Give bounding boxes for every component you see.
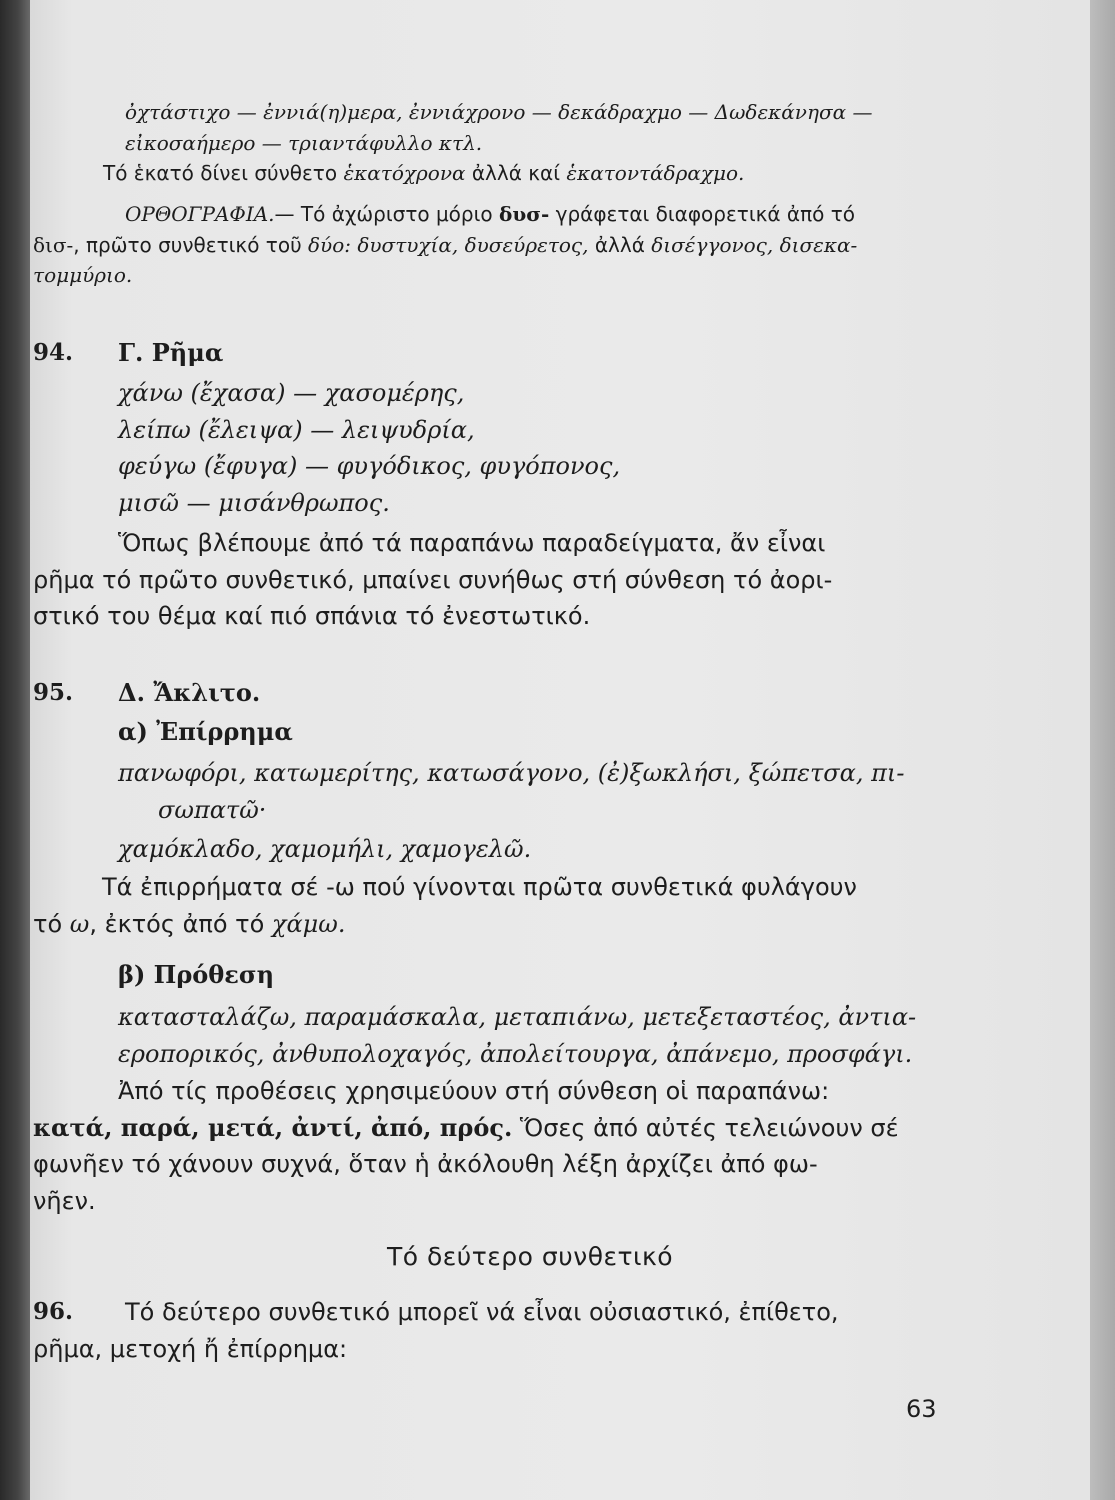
paragraph-line: Τά ἐπιρρήματα σέ -ω πού γίνονται πρῶτα συνθετικά φυλάγουν <box>102 873 857 901</box>
paragraph-line: στικό του θέμα καί πιό σπάνια τό ἐνεστωτικό. <box>33 602 591 630</box>
text: — Τό ἀχώριστο μόριο <box>274 202 499 226</box>
example-line: χαμόκλαδο, χαμομήλι, χαμογελῶ. <box>118 835 532 863</box>
text: τό <box>33 910 70 938</box>
page-content <box>30 0 1090 1500</box>
section-number-94: 94. <box>33 339 74 366</box>
orthography-line-2 <box>33 232 857 258</box>
example-word: ἑκατόχρονα <box>343 161 466 185</box>
section-title-94: Γ. Ρῆμα <box>118 338 224 367</box>
book-page <box>30 0 1090 1500</box>
page-number: 63 <box>906 1395 937 1423</box>
section-heading: Τό δεύτερο συνθετικό <box>386 1242 674 1271</box>
text: γράφεται διαφορετικά ἀπό τό <box>549 202 856 226</box>
paragraph-line <box>33 909 345 939</box>
page-edge <box>1090 0 1115 1500</box>
paragraph-line: Τό δεύτερο συνθετικό μπορεῖ νά εἶναι οὐσιαστικό, ἐπίθετο, <box>125 1298 839 1326</box>
example-line: χάνω (ἔχασα) — χασομέρης, <box>118 379 465 407</box>
example-word: ω <box>69 910 90 938</box>
section-title-95: Δ. Ἄκλιτο. <box>118 678 261 707</box>
text: ἀλλά καί <box>465 161 567 185</box>
paragraph-line: ρῆμα, μετοχή ἤ ἐπίρρημα: <box>33 1335 348 1363</box>
top-line-1: ὀχτάστιχο — ἐννιά(η)μερα, ἐννιάχρονο — δεκάδραχμο — Δωδεκάνησα — <box>125 100 873 124</box>
preposition-list: κατά, παρά, μετά, ἀντί, ἀπό, πρός. <box>33 1113 513 1142</box>
text: ἀλλά <box>588 233 652 257</box>
example-line: πανωφόρι, κατωμερίτης, κατωσάγονο, (ἐ)ξωκλήσι, ξώπετσα, πι- <box>118 759 905 787</box>
orthography-line-1 <box>125 201 855 227</box>
example-word: δισέγγονος, δισεκα- <box>651 233 858 257</box>
example-line: μισῶ — μισάνθρωπος. <box>118 489 390 517</box>
text: , ἐκτός ἀπό τό <box>89 910 272 938</box>
example-word: δύο: δυστυχία, δυσεύρετος, <box>308 233 589 257</box>
text: Τό ἑκατό δίνει σύνθετο <box>103 161 344 185</box>
text: Ὅσες ἀπό αὐτές τελειώνουν σέ <box>512 1114 899 1142</box>
example-line: κατασταλάζω, παραμάσκαλα, μεταπιάνω, μετεξεταστέος, ἀντια- <box>118 1003 917 1031</box>
section-number-96: 96. <box>33 1298 74 1325</box>
book-binding <box>0 0 30 1500</box>
prefix: δυσ- <box>498 202 550 226</box>
paragraph-line: Ὅπως βλέπουμε ἀπό τά παραπάνω παραδείγματα, ἄν εἶναι <box>118 529 826 557</box>
paragraph-line: νῆεν. <box>33 1187 96 1215</box>
paragraph-line <box>33 1113 899 1143</box>
example-word: ἑκατοντάδραχμο. <box>566 161 745 185</box>
example-word: χάμω. <box>271 910 346 938</box>
paragraph-line: φωνῆεν τό χάνουν συχνά, ὅταν ἡ ἀκόλουθη λέξη ἀρχίζει ἀπό φω- <box>33 1150 818 1178</box>
orthography-line-3: τομμύριο. <box>33 263 133 287</box>
example-line: εροπορικός, ἀνθυπολοχαγός, ἀπολείτουργα, ἀπάνεμο, προσφάγι. <box>118 1040 913 1068</box>
subsection-preposition: β) Πρόθεση <box>118 960 275 989</box>
prefix: δισ- <box>33 233 74 257</box>
example-line: φεύγω (ἔφυγα) — φυγόδικος, φυγόπονος, <box>118 452 621 480</box>
paragraph-line: Ἀπό τίς προθέσεις χρησιμεύουν στή σύνθεση οἱ παραπάνω: <box>118 1077 830 1105</box>
section-number-95: 95. <box>33 679 74 706</box>
top-line-3 <box>103 160 744 186</box>
text: , πρῶτο συνθετικό τοῦ <box>73 233 308 257</box>
example-line: λείπω (ἔλειψα) — λειψυδρία, <box>118 416 475 444</box>
top-line-2: εἰκοσαήμερο — τριαντάφυλλο κτλ. <box>125 131 483 155</box>
subsection-adverb: α) Ἐπίρρημα <box>118 717 293 746</box>
orthography-label: ΟΡΘΟΓΡΑΦΙΑ. <box>125 202 275 226</box>
example-line: σωπατῶ· <box>158 796 267 824</box>
paragraph-line: ρῆμα τό πρῶτο συνθετικό, μπαίνει συνήθως στή σύνθεση τό ἀορι- <box>33 566 833 594</box>
